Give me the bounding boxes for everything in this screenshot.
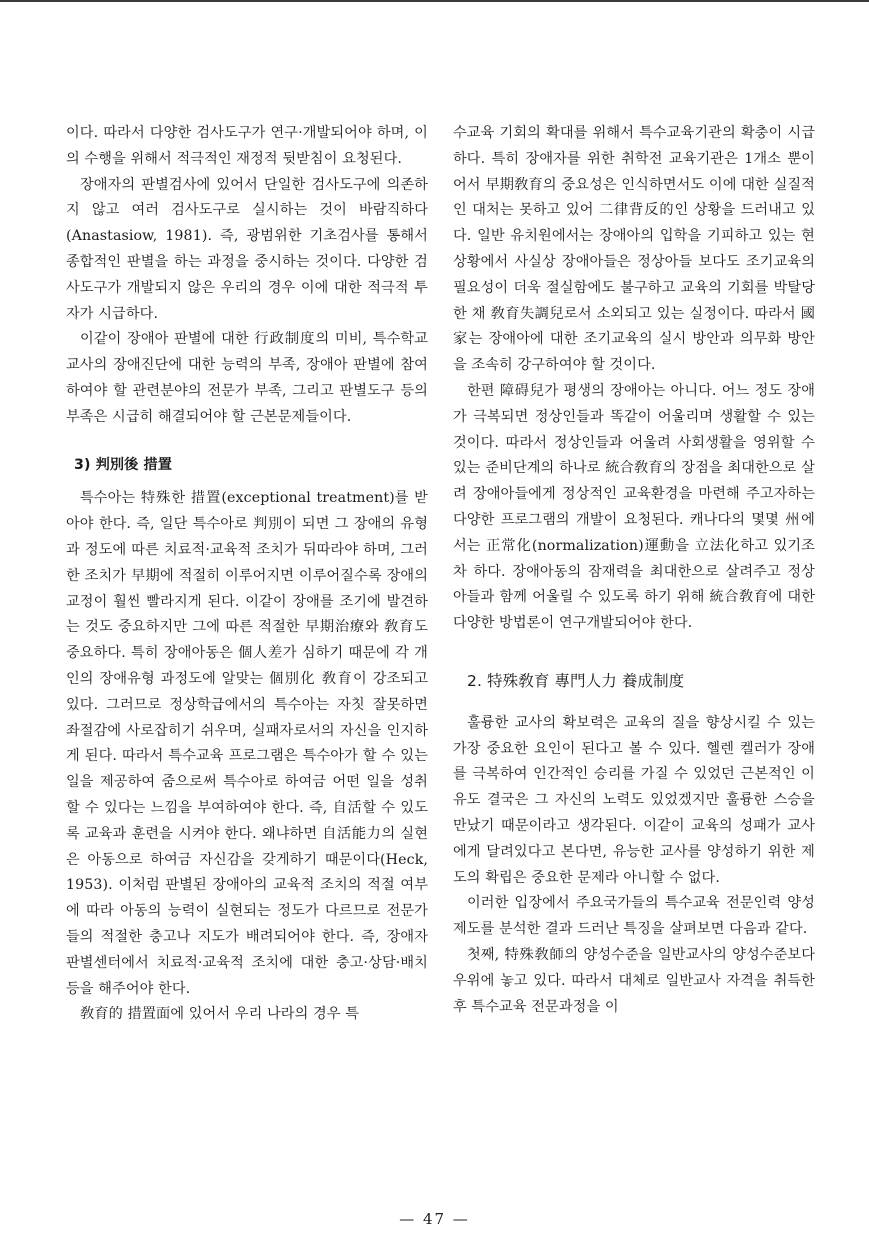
section-heading-judgment-measures: 3) 判別後 措置 (74, 456, 173, 473)
right-paragraph-2: 한편 障碍兒가 평생의 장애아는 아니다. 어느 정도 장애가 극복되면 정상인들과 똑같이 어울리며 생활할 수 있는 것이다. 따라서 정상인들과 어울려 사회생활을 영위할 수 있는 준비단계의 하나로 統合敎育의 장점을 최대한으로 살려 장애아들에게 정상적인 교육환경을 마련해 주고자하는 다양한 프로그램의 개발이 요청된다. 캐나다의 몇몇 州에서는 正常化(normalization)運動을 立法化하고 있기조차 하다. 장애아동의 잠재력을 최대한으로 살려주고 정상아들과 함께 어울릴 수 있도록 하기 위해 統合敎育에 대한 다양한 방법론이 연구개발되어야 한다. (453, 382, 815, 632)
left-paragraph-1: 이다. 따라서 다양한 검사도구가 연구·개발되어야 하며, 이의 수행을 위해서 적극적인 재정적 뒷받침이 요청된다. (66, 125, 428, 167)
right-column (453, 121, 815, 1020)
right-paragraph-3: 훌륭한 교사의 확보력은 교육의 질을 향상시킬 수 있는 가장 중요한 요인이 된다고 볼 수 있다. 헬렌 켈러가 장애를 극복하여 인간적인 승리를 가질 수 있었던 근본적인 이유도 결국은 그 자신의 노력도 있었겠지만 훌륭한 스승을 만났기 때문이라고 생각된다. 이같이 교육의 성패가 교사에게 달려있다고 본다면, 유능한 교사를 양성하기 위한 제도의 확립은 중요한 문제라 아니할 수 없다. (453, 714, 815, 886)
left-paragraph-3: 이같이 장애아 판별에 대한 行政制度의 미비, 특수학교 교사의 장애진단에 대한 능력의 부족, 장애아 판별에 참여하여야 할 관련분야의 전문가 부족, 그리고 판별도구 등의 부족은 시급히 해결되어야 할 근본문제들이다. (66, 331, 428, 425)
top-border-rule (0, 0, 869, 2)
left-paragraph-5: 敎育的 措置面에 있어서 우리 나라의 경우 특 (80, 1006, 360, 1023)
right-paragraph-4: 이러한 입장에서 주요국가들의 특수교육 전문인력 양성제도를 분석한 결과 드러난 특징을 살펴보면 다음과 같다. (453, 895, 815, 938)
right-paragraph-5: 첫째, 特殊敎師의 양성수준을 일반교사의 양성수준보다 우위에 놓고 있다. 따라서 대체로 일반교사 자격을 취득한 후 특수교육 전문과정을 이 (453, 946, 815, 1015)
left-paragraph-4: 특수아는 特殊한 措置(exceptional treatment)를 받아야 한다. 즉, 일단 특수아로 判別이 되면 그 장애의 유형과 정도에 따른 치료적·교육적 조치가 뒤따라야 하며, 그러한 조치가 早期에 적절히 이루어지면 이루어질수록 장애의 교정이 훨씬 빨라지게 된다. 이같이 장애를 조기에 발견하는 것도 중요하지만 그에 따른 적절한 早期治療와 敎育도 중요하다. 특히 장애아동은 個人差가 심하기 때문에 각 개인의 장애유형 과정도에 알맞는 個別化 敎育이 강조되고 있다. 그러므로 정상학급에서의 특수아는 자칫 잘못하면 좌절감에 사로잡히기 쉬우며, 실패자로서의 자신을 인지하게 된다. 따라서 특수교육 프로그램은 특수아가 할 수 있는 일을 제공하여 줌으로써 특수아로 하여금 어떤 일을 성취할 수 있다는 느낌을 부여하여야 한다. 즉, 自活할 수 있도록 교육과 훈련을 시켜야 한다. 왜냐하면 自活能力의 실현은 아동으로 하여금 자신감을 갖게하기 때문이다(Heck, 1953). 이처럼 판별된 장애아의 교육적 조치의 적절 여부에 따라 아동의 능력이 실현되는 정도가 다르므로 전문가들의 적절한 충고나 지도가 배려되어야 한다. 즉, 장애자 판별센터에서 치료적·교육적 조치에 대한 충고·상담·배치 등을 해주어야 한다. (66, 490, 428, 997)
left-column (66, 121, 428, 1028)
right-paragraph-1: 수교육 기회의 확대를 위해서 특수교육기관의 확충이 시급하다. 특히 장애자를 위한 취학전 교육기관은 1개소 뿐이어서 早期敎育의 중요성은 인식하면서도 이에 대한 실질적인 대처는 못하고 있어 二律背反的인 상황을 드러내고 있다. 일반 유치원에서는 장애아의 입학을 기피하고 있는 현 상황에서 사실상 장애아들은 정상아들 보다도 조기교육의 필요성이 더욱 절실함에도 불구하고 교육의 기회를 박탈당한 채 敎育失調兒로서 소외되고 있는 실정이다. 따라서 國家는 장애아에 대한 조기교육의 실시 방안과 의무화 방안을 조속히 강구하여야 할 것이다. (453, 125, 815, 374)
section-heading-teacher-training: 2. 特殊敎育 專門人力 養成制度 (467, 671, 685, 690)
left-paragraph-2: 장애자의 판별검사에 있어서 단일한 검사도구에 의존하지 않고 여러 검사도구로 실시하는 것이 바람직하다(Anastasiow, 1981). 즉, 광범위한 기초검사를 통해서 종합적인 판별을 하는 과정을 중시하는 것이다. 다양한 검사도구가 개발되지 않은 우리의 경우 이에 대한 적극적 투자가 시급하다. (66, 176, 428, 322)
page-number: — 47 — (399, 1210, 470, 1228)
